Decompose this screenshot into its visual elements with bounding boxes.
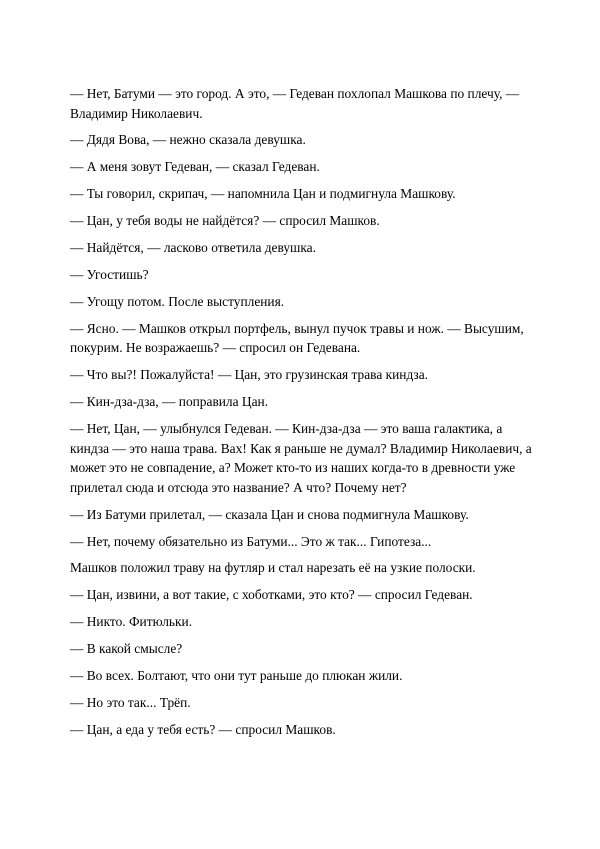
paragraph: — Нет, почему обязательно из Батуми... Это ж так... Гипотеза...	[70, 533, 432, 549]
paragraph: Машков положил траву на футляр и стал нарезать её на узкие полоски.	[70, 560, 476, 576]
paragraph: — Цан, извини, а вот такие, с хоботками, это кто? — спросил Гедеван.	[70, 587, 473, 603]
paragraph: — Цан, у тебя воды не найдётся? — спросил Машков.	[70, 213, 380, 229]
paragraph: — Что вы?! Пожалуйста! — Цан, это грузинская трава киндза.	[70, 367, 429, 383]
paragraph: — Во всех. Болтают, что они тут раньше до плюкан жили.	[70, 668, 403, 683]
paragraph: — Но это так... Трёп.	[70, 694, 191, 710]
paragraph: — Из Батуми прилетал, — сказала Цан и снова подмигнула Машкову.	[70, 506, 469, 522]
document-body	[70, 84, 532, 747]
paragraph: — Кин-дза-дза, — поправила Цан.	[70, 394, 269, 410]
paragraph: — В какой смысле?	[70, 641, 183, 657]
paragraph: — Нет, Батуми — это город. А это, — Гедеван похлопал Машкова по плечу, — Владимир Николаевич.	[70, 86, 520, 121]
paragraph: — Найдётся, — ласково ответила девушка.	[70, 240, 316, 256]
paragraph: — Угощу потом. После выступления.	[70, 293, 285, 309]
paragraph: — Нет, Цан, — улыбнулся Гедеван. — Кин-дза-дза — это ваша галактика, а киндза — это наша трава. Вах! Как я раньше не думал? Владимир Николаевич, а может это не совпадение, а? Может кто-то из наших когда-то в древности уже прилетал сюда и отсюда это название? А что? Почему нет?	[70, 420, 532, 495]
paragraph: — Дядя Вова, — нежно сказала девушка.	[70, 132, 306, 148]
paragraph: — Угостишь?	[70, 266, 149, 282]
paragraph: — Никто. Фитюльки.	[70, 614, 193, 630]
paragraph: — Ты говорил, скрипач, — напомнила Цан и подмигнула Машкову.	[70, 186, 456, 202]
paragraph: — Цан, а еда у тебя есть? — спросил Машков.	[70, 721, 336, 737]
paragraph: — А меня зовут Гедеван, — сказал Гедеван.	[70, 159, 320, 175]
paragraph: — Ясно. — Машков открыл портфель, вынул пучок травы и нож. — Высушим, покурим. Не возражаешь? — спросил он Гедевана.	[70, 320, 524, 356]
